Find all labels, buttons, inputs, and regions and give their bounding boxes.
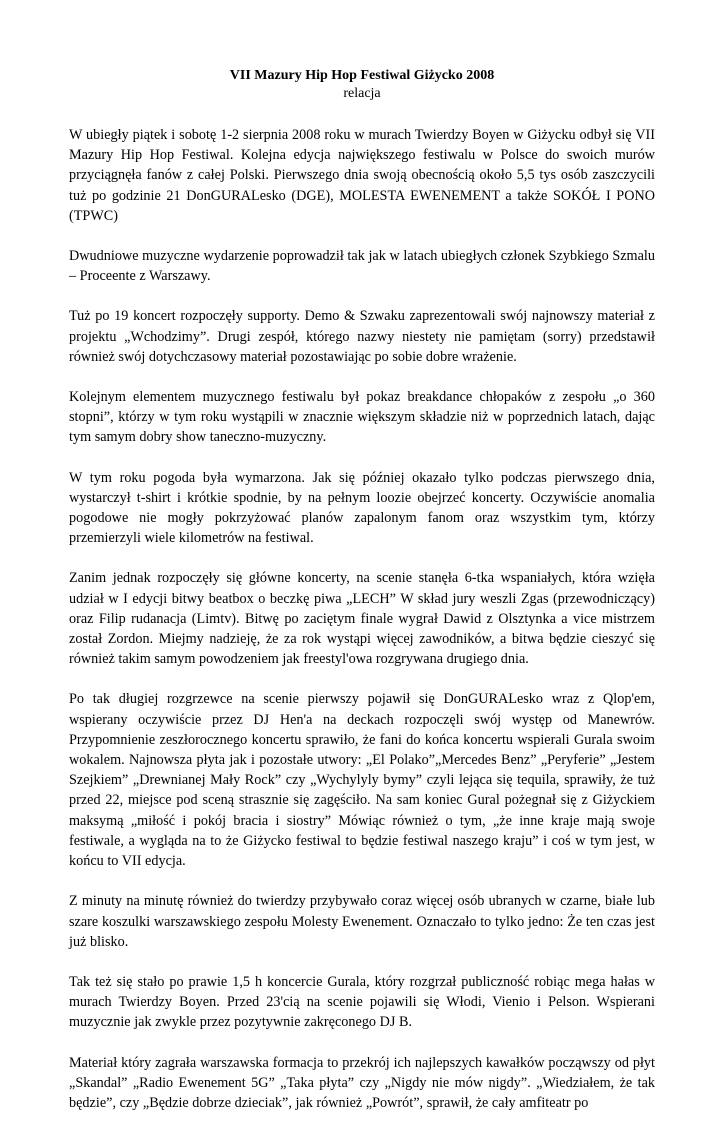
paragraph: Zanim jednak rozpoczęły się główne koncerty, na scenie stanęła 6-tka wspaniałych, która wzięła udział w I edycji bitwy beatbox o beczkę piwa „LECH” W skład jury weszli Zgas (przewodniczący) oraz Filip rudanacja (Limtv). Bitwę po zaciętym finale wygrał Dawid z Olsztynka a vice mistrzem został Zordon. Miejmy nadzieję, że za rok wystąpi więcej zawodników, a bitwa będzie cieszyć się również takim samym powodzeniem jak freestyl'owa rozgrywana drugiego dnia.: [69, 570, 655, 668]
paragraph: Po tak długiej rozgrzewce na scenie pierwszy pojawił się DonGURALesko wraz z Qlop'em, wspierany oczywiście przez DJ Hen'a na deckach rozpoczęli swój występ od Manewrów. Przypomnienie zeszłorocznego koncertu sprawiło, że fani do końca koncertu wspierali Gurala swoim wokalem. Najnowsza płyta jak i pozostałe utwory: „El Polako”„Mercedes Benz” „Peryferie” „Jestem Szejkiem” „Drewnianej Mały Rock” czy „Wychylyly bymy” czyli lejąca się tequila, sprawiły, że tuż przed 22, miejsce pod sceną strasznie się zagęściło. Na sam koniec Gural pożegnał się z Giżyckiem maksymą „miłość i pokój bracia i siostry” Mówiąc również o tym, „że inne kraje mają swoje festiwale, a wygląda na to że Giżycko festiwal to będzie festiwal naszego kraju” i coś w tym jest, w końcu to VII edycja.: [69, 691, 655, 870]
document-subtitle: relacja: [343, 86, 381, 101]
paragraph: Tak też się stało po prawie 1,5 h koncercie Gurala, który rozgrzał publiczność robiąc mega hałas w murach Twierdzy Boyen. Przed 23'cią na scenie pojawili się Włodi, Vienio i Pelson. Wspierani muzycznie jak zwykle przez pozytywnie zakręconego DJ B.: [69, 973, 655, 1031]
document-body: [69, 67, 655, 1133]
paragraph: W ubiegły piątek i sobotę 1-2 sierpnia 2008 roku w murach Twierdzy Boyen w Giżycku odbył się VII Mazury Hip Hop Festiwal. Kolejna edycja największego festiwalu w Polsce do swoich murów przyciągnęła fanów z całej Polski. Pierwszego dnia swoją obecnością około 5,5 tys osób zaszczycili tuż po godzinie 21 DonGURALesko (DGE), MOLESTA EWENEMENT a także SOKÓŁ I PONO (TPWC): [69, 127, 655, 224]
paragraph: Materiał który zagrała warszawska formacja to przekrój ich najlepszych kawałków począwszy od płyt „Skandal” „Radio Ewenement 5G” „Taka płyta” czy „Nigdy nie mów nigdy”. „Wiedziałem, że tak będzie”, czy „Będzie dobrze dzieciak”, jak również „Powrót”, sprawił, że cały amfiteatr po: [69, 1054, 655, 1111]
paragraph: Dwudniowe muzyczne wydarzenie poprowadził tak jak w latach ubiegłych członek Szybkiego Szmalu – Proceente z Warszawy.: [69, 248, 655, 285]
title-block: [69, 67, 655, 103]
paragraph: Tuż po 19 koncert rozpoczęły supporty. Demo & Szwaku zaprezentowali swój najnowszy materiał z projektu „Wchodzimy”. Drugi zespół, którego nazwy niestety nie pamiętam (sorry) przedstawił również swój dotychczasowy materiał pozostawiając po sobie dobre wrażenie.: [69, 308, 655, 365]
paragraph: W tym roku pogoda była wymarzona. Jak się później okazało tylko podczas pierwszego dnia, wystarczył t-shirt i krótkie spodnie, by na pełnym loozie obejrzeć koncerty. Oczywiście anomalia pogodowe nie mogły pokrzyżować planów zapalonym fanom oraz wszystkim tym, którzy przemierzyli wiele kilometrów na festiwal.: [69, 469, 655, 547]
paragraph: Kolejnym elementem muzycznego festiwalu był pokaz breakdance chłopaków z zespołu „o 360 stopni”, którzy w tym roku wystąpili w znacznie większym składzie niż w poprzednich latach, dając tym samym dobry show taneczno-muzyczny.: [69, 389, 655, 446]
document-title: VII Mazury Hip Hop Festiwal Giżycko 2008: [229, 68, 495, 83]
paragraph: Z minuty na minutę również do twierdzy przybywało coraz więcej osób ubranych w czarne, białe lub szare koszulki warszawskiego zespołu Molesty Ewenement. Oznaczało to tylko jedno: Że ten czas jest już blisko.: [69, 893, 655, 950]
